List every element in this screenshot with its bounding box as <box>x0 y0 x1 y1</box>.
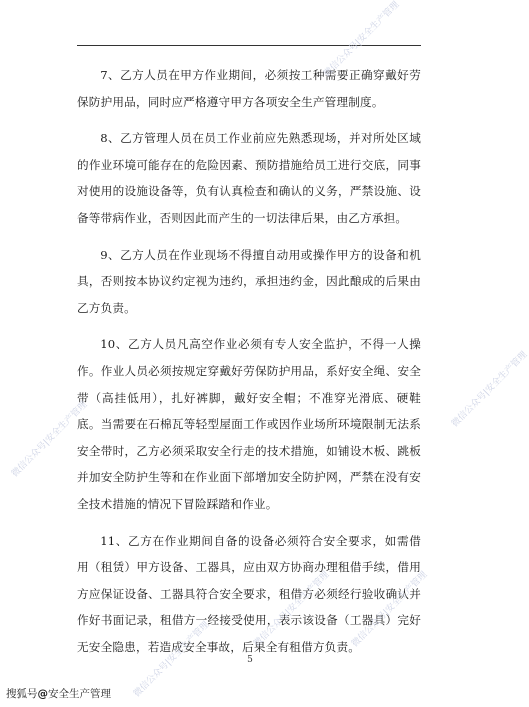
clause-9: 9、乙方人员在作业现场不得擅自动用或操作甲方的设备和机具，否则按本协议约定视为违约，承担违约金，因此酿成的后果由乙方负责。 <box>77 247 421 315</box>
document-body <box>77 62 421 670</box>
watermark: 微信公众号|安全生产管理 <box>252 569 332 650</box>
source-attribution <box>6 686 111 701</box>
watermark: 微信公众号|安全生产管理 <box>132 619 212 700</box>
source-name: 安全生产管理 <box>48 688 111 700</box>
header-rule <box>77 45 421 46</box>
clause-8: 8、乙方管理人员在员工作业前应先熟悉现场，并对所处区域的作业环境可能存在的危险因素、预防措施给员工进行交底，同事对使用的设施设备等，负有认真检查和确认的义务，严禁设施、设备等带病作业，否则因此而产生的一切法律后果，由乙方承担。 <box>77 131 421 225</box>
page-number: 5 <box>247 655 253 665</box>
clause-7: 7、乙方人员在甲方作业期间，必须按工种需要正确穿戴好劳保防护用品，同时应严格遵守甲方各项安全生产管理制度。 <box>77 68 421 109</box>
watermark: 微信公众号|安全生产管理 <box>10 399 90 480</box>
watermark: 微信公众号|安全生产管理 <box>350 569 430 650</box>
at-icon: @ <box>37 688 48 700</box>
clause-11: 11、乙方在作业期间自备的设备必须符合安全要求，如需借用（租赁）甲方设备、工器具，应由双方协商办理租借手续，借用方应保证设备、工器具符合安全要求，租借方必须经行验收确认并作好书面记录，租借方一经接受使用，表示该设备（工器具）完好无安全隐患，若造成安全事故，后果全有租借方负责。 <box>77 533 421 654</box>
clause-10: 10、乙方人员凡高空作业必须有专人安全监护，不得一人操作。作业人员必须按规定穿戴好劳保防护用品，系好安全绳、安全带（高挂低用），扎好裤脚，戴好安全帽；不准穿光滑底、硬鞋底。当需要在石棉瓦等轻型屋面工作或因作业场所环境限制无法系安全带时，乙方必须采取安全行走的技术措施，如铺设木板、跳板并加安全防护生等和在作业面下部增加安全防护网，严禁在没有安全技术措施的情况下冒险踩踏和作业。 <box>77 337 421 511</box>
watermark: 微信公众号|安全生产管理 <box>322 0 402 80</box>
source-prefix: 搜狐号 <box>6 688 38 700</box>
watermark: 微信公众号|安全生产管理 <box>450 349 529 430</box>
